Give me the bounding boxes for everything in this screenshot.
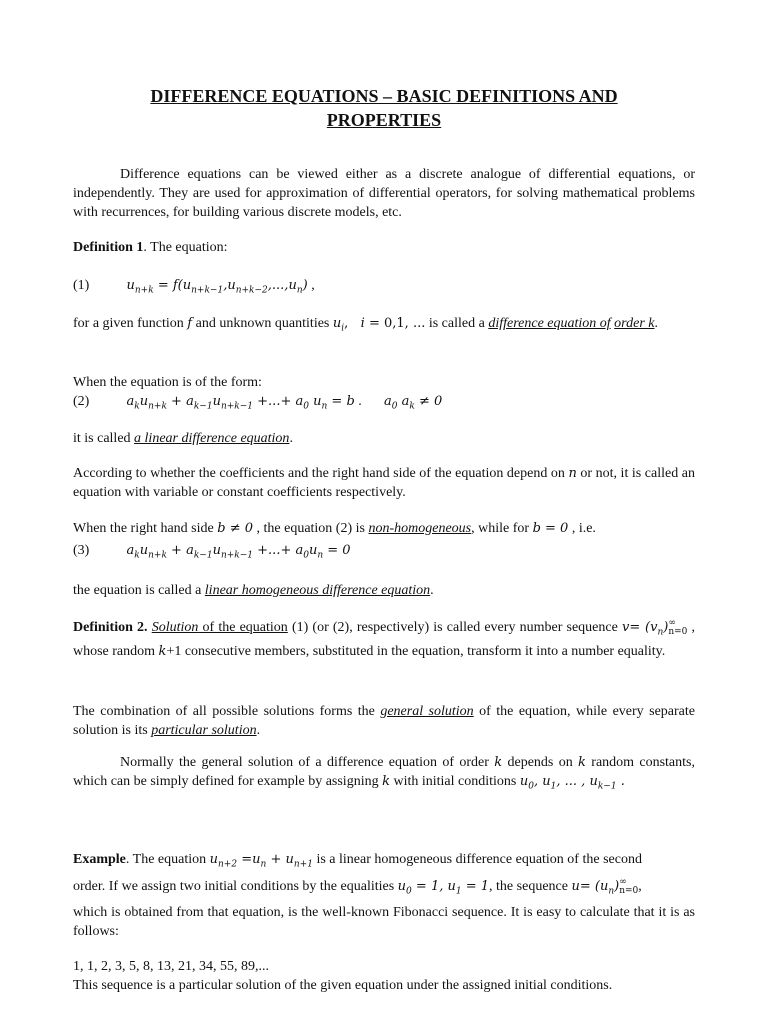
homogeneous-sentence (73, 519, 695, 538)
def2-text-c: +1 consecutive members, substituted in the equation, transform it into a number equality. (166, 644, 666, 659)
intro-paragraph: Difference equations can be viewed either as a discrete analogue of differential equations, or independently. They are used for approximation of differential operators, for solving mathematical problems with recurrences, for building various discrete models, etc. (73, 167, 695, 220)
example-text-d: , the sequence (489, 879, 572, 894)
initial-conditions-list: $u_0$, $u_1$, ... , $u_{k-1}$ . (519, 774, 625, 792)
example-text-b: is a linear homogeneous difference equation of the second (312, 852, 642, 867)
homog-p-end: . (430, 583, 434, 598)
normally-paragraph (73, 753, 695, 791)
example-line-3: which is obtained from that equation, is the well-known Fibonacci sequence. It is easy to calculate that it is as follows: (73, 905, 695, 939)
equation-3 (73, 541, 695, 560)
definition-1-text: for a given function f and unknown quantities $u_i$, i = 0,1, ... is called a difference equation of order k. (73, 316, 658, 334)
homog-text-d: , i.e. (568, 521, 596, 536)
document-title (0, 84, 768, 108)
term-linear-difference-equation: a linear difference equation (134, 431, 290, 446)
function-f: f (187, 316, 193, 331)
condition-b-zero: b = 0 (532, 521, 569, 536)
quantity-ui: $u_i$ (332, 316, 345, 334)
example-text-e: , (638, 879, 642, 894)
definition-2-paragraph (73, 616, 695, 664)
sequence-u: $u= (u_n)$ ∞ n=0 (571, 876, 639, 897)
variable-k-1: k (494, 755, 503, 770)
equation-1 (73, 276, 695, 295)
normally-text-b: depends on (502, 755, 579, 770)
def1-text-a: for a given function (73, 316, 188, 331)
example-line-2 (73, 877, 695, 896)
homog-p-a: the equation is called a (73, 583, 205, 598)
index-range: i (360, 316, 365, 331)
sequence-v: $v= (v_n)$ ∞ n=0 (621, 617, 688, 638)
definition-1-intro: . The equation: (143, 240, 228, 255)
linear-text-a: it is called (73, 431, 135, 446)
equation-1-number: (1) (73, 278, 90, 293)
general-text-b: of the equation, while every separate solution is its (73, 704, 695, 738)
term-linear-homogeneous: linear homogeneous difference equation (204, 583, 431, 598)
term-solution: Solution (151, 620, 199, 635)
definition-2-label: Definition 2 (73, 620, 145, 635)
normally-text-a: Normally the general solution of a difference equation of order (120, 755, 495, 770)
term-of-the-equation: of the equation (198, 620, 288, 635)
definition-1-label: Definition 1 (73, 240, 144, 255)
equation-1-tail: , (307, 278, 315, 293)
term-non-homogeneous: non-homogeneous (368, 521, 472, 536)
document-title-continued (0, 108, 768, 132)
def1-text-end: . (654, 316, 658, 331)
coeff-text-a: According to whether the coefficients and the right hand side of the equation depend on (73, 466, 569, 481)
equation-2-formula: $a_ku_{n+k} + a_{k-1}u_{n+k-1}$ +...+ $a_0$ $u_n = b$ (126, 394, 355, 412)
title-line-2: PROPERTIES (326, 110, 442, 130)
equation-2-number: (2) (73, 394, 90, 409)
term-difference-equation: difference equation of (488, 316, 611, 331)
def2-text-b: , whose random (73, 620, 696, 659)
homog-text-b: , the equation (2) is (253, 521, 369, 536)
definition-2-dot: . (144, 620, 152, 635)
def1-text-b: and unknown quantities (192, 316, 333, 331)
example-text-c: order. If we assign two initial conditions by the equalities (73, 879, 398, 894)
equation-3-number: (3) (73, 543, 90, 558)
linear-definition-text (73, 429, 695, 448)
general-solution-paragraph (73, 702, 695, 740)
equation-3-formula: $a_ku_{n+k} + a_{k-1}u_{n+k-1}$ +...+ $a_0u_n = 0$ (126, 543, 351, 561)
closing-sentence: This sequence is a particular solution of the given equation under the assigned initial conditions. (73, 978, 613, 993)
term-particular-solution: particular solution (151, 723, 257, 738)
example-line-1 (73, 850, 695, 869)
general-text-a: The combination of all possible solutions forms the (73, 704, 381, 719)
example-label: Example (73, 852, 126, 867)
term-general-solution: general solution (380, 704, 474, 719)
equation-1-formula: $u_{n+k} = f(u_{n+k-1},u_{n+k-2},...,u_n)$ (126, 278, 308, 296)
variable-k-3: k (382, 774, 390, 789)
term-order-k: order k (614, 316, 655, 331)
homog-text-a: When the right hand side (73, 521, 218, 536)
condition-b-nonzero: b ≠ 0 (217, 521, 253, 536)
equation-2 (73, 392, 695, 411)
equation-2-tail: . (354, 394, 362, 409)
fibonacci-sequence: 1, 1, 2, 3, 5, 8, 13, 21, 34, 55, 89,... (73, 959, 269, 974)
def1-text-c: is called a (425, 316, 489, 331)
fibonacci-equation: $u_{n+2} =u_n + u_{n+1}$ (209, 852, 313, 870)
definition-1-heading (73, 238, 695, 257)
equation-2-condition: $a_0$ $a_k \ne 0$ (384, 394, 443, 412)
variable-n: n (568, 466, 577, 481)
linear-form-intro: When the equation is of the form: (73, 375, 262, 390)
title-line-1: DIFFERENCE EQUATIONS – BASIC DEFINITIONS AND (150, 86, 618, 106)
homogeneous-definition-text (73, 581, 695, 600)
coefficients-paragraph (73, 464, 695, 502)
linear-text-end: . (289, 431, 293, 446)
example-text-a: . The equation (125, 852, 210, 867)
def2-text-a: (1) (or (2), respectively) is called every number sequence (287, 620, 618, 635)
normally-text-d: with initial conditions (389, 774, 517, 789)
variable-k: k (158, 644, 167, 659)
coeff-text-b: or not, it is called an equation with variable or constant coefficients respectively. (73, 466, 695, 500)
initial-values: $u_0 = 1$, $u_1 = 1$ (397, 879, 490, 897)
homog-text-c: , while for (471, 521, 533, 536)
normally-text-c: random constants, which can be simply defined for example by assigning (73, 755, 695, 789)
general-text-c: . (256, 723, 261, 738)
variable-k-2: k (578, 755, 586, 770)
